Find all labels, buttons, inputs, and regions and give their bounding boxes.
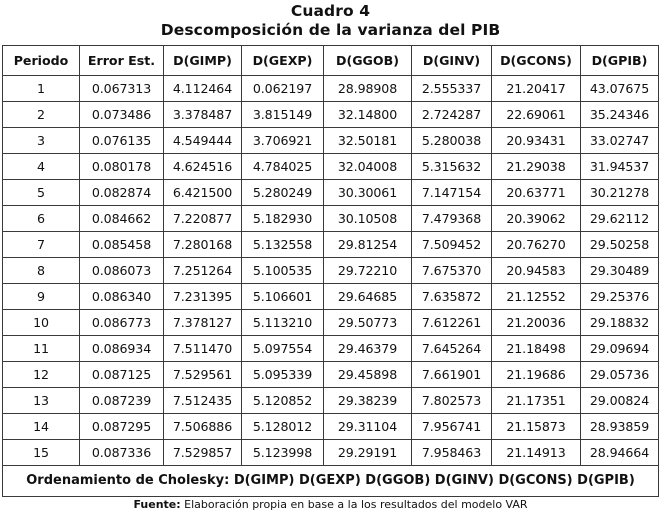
period-cell: 11 bbox=[3, 336, 80, 362]
value-cell: 7.645264 bbox=[412, 336, 492, 362]
period-cell: 7 bbox=[3, 232, 80, 258]
period-cell: 13 bbox=[3, 388, 80, 414]
table-body bbox=[3, 76, 659, 466]
value-cell: 0.087239 bbox=[80, 388, 164, 414]
value-cell: 21.19686 bbox=[492, 362, 581, 388]
value-cell: 20.76270 bbox=[492, 232, 581, 258]
value-cell: 0.082874 bbox=[80, 180, 164, 206]
column-header: D(GCONS) bbox=[492, 46, 581, 76]
period-cell: 9 bbox=[3, 284, 80, 310]
value-cell: 0.085458 bbox=[80, 232, 164, 258]
value-cell: 20.39062 bbox=[492, 206, 581, 232]
value-cell: 21.12552 bbox=[492, 284, 581, 310]
value-cell: 7.511470 bbox=[164, 336, 242, 362]
table-row bbox=[3, 76, 659, 102]
value-cell: 29.50773 bbox=[324, 310, 412, 336]
value-cell: 3.815149 bbox=[242, 102, 324, 128]
value-cell: 7.509452 bbox=[412, 232, 492, 258]
header-row bbox=[3, 46, 659, 76]
value-cell: 7.635872 bbox=[412, 284, 492, 310]
value-cell: 0.073486 bbox=[80, 102, 164, 128]
value-cell: 5.100535 bbox=[242, 258, 324, 284]
table-row bbox=[3, 102, 659, 128]
value-cell: 0.087295 bbox=[80, 414, 164, 440]
value-cell: 0.086934 bbox=[80, 336, 164, 362]
value-cell: 0.076135 bbox=[80, 128, 164, 154]
value-cell: 7.529561 bbox=[164, 362, 242, 388]
value-cell: 7.958463 bbox=[412, 440, 492, 466]
value-cell: 7.506886 bbox=[164, 414, 242, 440]
value-cell: 29.05736 bbox=[581, 362, 659, 388]
table-row bbox=[3, 258, 659, 284]
value-cell: 20.93431 bbox=[492, 128, 581, 154]
table-caption bbox=[0, 2, 661, 40]
column-header: D(GGOB) bbox=[324, 46, 412, 76]
value-cell: 32.04008 bbox=[324, 154, 412, 180]
value-cell: 33.02747 bbox=[581, 128, 659, 154]
value-cell: 32.14800 bbox=[324, 102, 412, 128]
value-cell: 7.612261 bbox=[412, 310, 492, 336]
period-cell: 8 bbox=[3, 258, 80, 284]
value-cell: 7.529857 bbox=[164, 440, 242, 466]
value-cell: 0.086340 bbox=[80, 284, 164, 310]
cholesky-ordering-row bbox=[3, 466, 659, 497]
value-cell: 20.94583 bbox=[492, 258, 581, 284]
value-cell: 4.549444 bbox=[164, 128, 242, 154]
value-cell: 29.64685 bbox=[324, 284, 412, 310]
value-cell: 6.421500 bbox=[164, 180, 242, 206]
column-header: D(GEXP) bbox=[242, 46, 324, 76]
value-cell: 29.38239 bbox=[324, 388, 412, 414]
value-cell: 43.07675 bbox=[581, 76, 659, 102]
value-cell: 4.784025 bbox=[242, 154, 324, 180]
value-cell: 7.280168 bbox=[164, 232, 242, 258]
value-cell: 5.132558 bbox=[242, 232, 324, 258]
table-title: Descomposición de la varianza del PIB bbox=[160, 21, 501, 39]
value-cell: 20.63771 bbox=[492, 180, 581, 206]
value-cell: 5.113210 bbox=[242, 310, 324, 336]
value-cell: 5.097554 bbox=[242, 336, 324, 362]
value-cell: 21.20417 bbox=[492, 76, 581, 102]
table-row bbox=[3, 440, 659, 466]
value-cell: 0.080178 bbox=[80, 154, 164, 180]
table-row bbox=[3, 336, 659, 362]
value-cell: 21.14913 bbox=[492, 440, 581, 466]
value-cell: 5.128012 bbox=[242, 414, 324, 440]
value-cell: 32.50181 bbox=[324, 128, 412, 154]
value-cell: 28.94664 bbox=[581, 440, 659, 466]
value-cell: 7.378127 bbox=[164, 310, 242, 336]
value-cell: 30.30061 bbox=[324, 180, 412, 206]
value-cell: 29.50258 bbox=[581, 232, 659, 258]
value-cell: 0.084662 bbox=[80, 206, 164, 232]
period-cell: 14 bbox=[3, 414, 80, 440]
value-cell: 7.231395 bbox=[164, 284, 242, 310]
value-cell: 30.10508 bbox=[324, 206, 412, 232]
value-cell: 29.09694 bbox=[581, 336, 659, 362]
value-cell: 28.98908 bbox=[324, 76, 412, 102]
period-cell: 15 bbox=[3, 440, 80, 466]
value-cell: 2.724287 bbox=[412, 102, 492, 128]
value-cell: 21.29038 bbox=[492, 154, 581, 180]
period-cell: 1 bbox=[3, 76, 80, 102]
value-cell: 29.00824 bbox=[581, 388, 659, 414]
value-cell: 7.512435 bbox=[164, 388, 242, 414]
source-label: Fuente: bbox=[133, 498, 181, 511]
value-cell: 21.15873 bbox=[492, 414, 581, 440]
value-cell: 7.956741 bbox=[412, 414, 492, 440]
value-cell: 5.182930 bbox=[242, 206, 324, 232]
value-cell: 0.086073 bbox=[80, 258, 164, 284]
value-cell: 7.479368 bbox=[412, 206, 492, 232]
table-row bbox=[3, 284, 659, 310]
value-cell: 29.30489 bbox=[581, 258, 659, 284]
value-cell: 3.706921 bbox=[242, 128, 324, 154]
table-row bbox=[3, 180, 659, 206]
value-cell: 4.624516 bbox=[164, 154, 242, 180]
table-row bbox=[3, 206, 659, 232]
period-cell: 6 bbox=[3, 206, 80, 232]
period-cell: 4 bbox=[3, 154, 80, 180]
value-cell: 7.675370 bbox=[412, 258, 492, 284]
value-cell: 3.378487 bbox=[164, 102, 242, 128]
table-row bbox=[3, 154, 659, 180]
table-row bbox=[3, 310, 659, 336]
variance-decomposition-table bbox=[2, 45, 659, 497]
source-text: Elaboración propia en base a la los resultados del modelo VAR bbox=[180, 498, 528, 511]
period-cell: 3 bbox=[3, 128, 80, 154]
value-cell: 21.20036 bbox=[492, 310, 581, 336]
table-row bbox=[3, 414, 659, 440]
period-cell: 2 bbox=[3, 102, 80, 128]
value-cell: 7.147154 bbox=[412, 180, 492, 206]
table-header bbox=[3, 46, 659, 76]
value-cell: 5.106601 bbox=[242, 284, 324, 310]
value-cell: 29.45898 bbox=[324, 362, 412, 388]
table-number: Cuadro 4 bbox=[290, 2, 371, 20]
value-cell: 5.280038 bbox=[412, 128, 492, 154]
value-cell: 30.21278 bbox=[581, 180, 659, 206]
value-cell: 29.72210 bbox=[324, 258, 412, 284]
table-row bbox=[3, 232, 659, 258]
value-cell: 0.067313 bbox=[80, 76, 164, 102]
table-row bbox=[3, 388, 659, 414]
column-header: Periodo bbox=[3, 46, 80, 76]
value-cell: 0.086773 bbox=[80, 310, 164, 336]
column-header: D(GINV) bbox=[412, 46, 492, 76]
value-cell: 29.18832 bbox=[581, 310, 659, 336]
period-cell: 5 bbox=[3, 180, 80, 206]
value-cell: 21.17351 bbox=[492, 388, 581, 414]
value-cell: 0.062197 bbox=[242, 76, 324, 102]
table-row bbox=[3, 362, 659, 388]
value-cell: 7.220877 bbox=[164, 206, 242, 232]
value-cell: 5.123998 bbox=[242, 440, 324, 466]
value-cell: 29.29191 bbox=[324, 440, 412, 466]
value-cell: 29.81254 bbox=[324, 232, 412, 258]
cholesky-ordering-note: Ordenamiento de Cholesky: D(GIMP) D(GEXP) D(GGOB) D(GINV) D(GCONS) D(GPIB) bbox=[3, 466, 659, 497]
value-cell: 7.802573 bbox=[412, 388, 492, 414]
value-cell: 2.555337 bbox=[412, 76, 492, 102]
value-cell: 29.31104 bbox=[324, 414, 412, 440]
value-cell: 5.280249 bbox=[242, 180, 324, 206]
value-cell: 31.94537 bbox=[581, 154, 659, 180]
value-cell: 5.120852 bbox=[242, 388, 324, 414]
column-header: D(GPIB) bbox=[581, 46, 659, 76]
value-cell: 7.661901 bbox=[412, 362, 492, 388]
value-cell: 29.62112 bbox=[581, 206, 659, 232]
period-cell: 10 bbox=[3, 310, 80, 336]
column-header: D(GIMP) bbox=[164, 46, 242, 76]
value-cell: 0.087336 bbox=[80, 440, 164, 466]
value-cell: 5.315632 bbox=[412, 154, 492, 180]
table-footer bbox=[3, 466, 659, 497]
period-cell: 12 bbox=[3, 362, 80, 388]
value-cell: 29.25376 bbox=[581, 284, 659, 310]
table-row bbox=[3, 128, 659, 154]
value-cell: 28.93859 bbox=[581, 414, 659, 440]
value-cell: 35.24346 bbox=[581, 102, 659, 128]
value-cell: 4.112464 bbox=[164, 76, 242, 102]
value-cell: 0.087125 bbox=[80, 362, 164, 388]
value-cell: 22.69061 bbox=[492, 102, 581, 128]
source-note bbox=[0, 497, 661, 513]
value-cell: 29.46379 bbox=[324, 336, 412, 362]
column-header: Error Est. bbox=[80, 46, 164, 76]
value-cell: 21.18498 bbox=[492, 336, 581, 362]
value-cell: 5.095339 bbox=[242, 362, 324, 388]
value-cell: 7.251264 bbox=[164, 258, 242, 284]
